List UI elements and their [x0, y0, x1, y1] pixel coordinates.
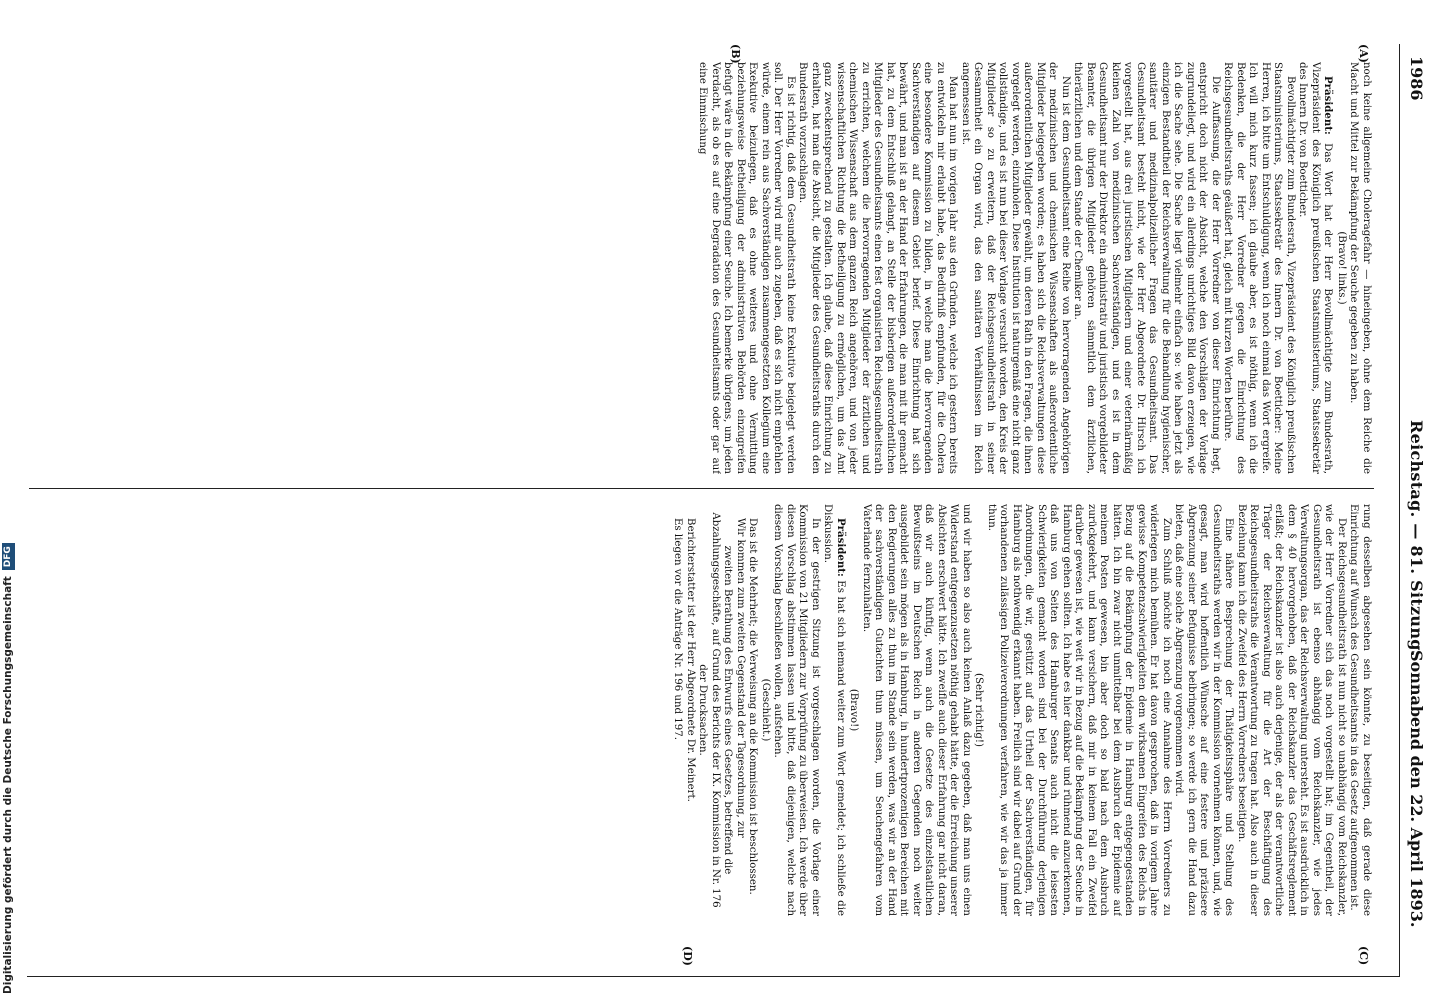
margin-marker-c: (C) [1357, 946, 1370, 966]
right-column [32, 504, 1372, 916]
paragraph: Es liegen vor die Anträge Nr. 196 und 197. [672, 518, 684, 740]
dfg-logo: DFG [2, 543, 15, 570]
margin-marker-d: (D) [681, 946, 694, 966]
paragraph [1296, 62, 1335, 474]
paragraph: Die Auffassung, die der Herr Vorredner von dieser Einrichtung hegt, entspricht doch nicht der Absicht, welche den Vorschlägen der Vorlage zugrundeliegt, und wird ein allerdings unrichtiges Bild davon erzeugen, wie ich die Sache sehe. Die Sache liegt vielmehr einfach so: wie haben jetzt als einzigen Bestandtheil der Reichsverwaltung für die Behandlung hygienischer, sanitärer und medizinalpolizeilicher Fragen das Gesundheitsamt. Das Gesundheitsamt besteht nicht, wie der Herr Abgeordnete Dr. Hirsch ich vorgestellt hat, aus drei juristischen Mitgliedern und einer veterinärmäßig kleinen Zahl von medizinischen Sachverständigen, und es ist in dem Gesundheitsamt nur der Direktor ein administrativ und juristisch vorgebildeter Beamter, die übrigen Mitglieder gehören sämmtlich dem ärztlichen, thierärztlichen und dem Stande der Chemiker an. [1072, 62, 1221, 474]
agenda-item: zweiten Berathung des Entwurfs eines Gesetzes, betreffend die Abzahlungsgeschäfte, auf Grund des Berichts der IX. Kommission in Nr. 176 der Drucksachen. [697, 512, 734, 908]
paragraph: Berichterstatter ist der Herr Abgeordnete Dr. Meinert. [685, 518, 696, 802]
paragraph: Bevollmächtigter zum Bundesrath, Vizepräsident des Königlich preußischen Staatsministeriums, Staatssekretär des Innern Dr. von Boetticher: Meine Herren, ich bitte um Entschuldigung, wenn ich noch einmal das Wort ergreife. Ich will mich kurz fassen; ich glaube aber, es ist nöthig, wenn ich die Bedenken, die der Herr Vorredner gegen die Einrichtung des Reichsgesundheitsraths geäußert hat, gleich mit kurzen Worten berühre. [1222, 62, 1296, 474]
speech-text: Es hat sich niemand weiter zum Wort gemeldet; ich schließe die Diskussion. [822, 504, 846, 916]
speaker-name: Präsident: [1322, 76, 1335, 135]
paragraph: Nun ist dem Gesundheitsamt eine Reihe von hervorragenden Angehörigen der medizinischen und chemischen Wissenschaften als außerordentliche Mitglieder beigegeben worden; es haben sich die Reichsverwaltungen diese außerordentlichen Mitglieder gewählt, um deren Rath in den Fragen, die ihnen vorgelegt werden, einzuholen. Diese Institution ist naturgemäß eine nicht ganz vollständige, und es ist nun bei dieser Vorlage versucht worden, den Kreis der Mitglieder so zu erweitern, daß der Reichsgesundheitsrath in seiner Gesammtheit ein Organ wird, das den sanitären Verhältnissen im Reich angemessen ist. [960, 62, 1071, 474]
applause-note: (Geschieht.) [760, 678, 771, 742]
paragraph: Es ist richtig, daß dem Gesundheitsrath keine Exekutive beigelegt werden soll. Der Herr Vorredner wird mir auch zugeben, daß es sich nicht empfehlen würde, einem rein aus Sachverständigen zusammengesetzten Kollegium eine Exekutive beizulegen, daß es ohne weiteres und ohne Vermittlung beziehungsweise Betheiligung der administrativen Behörden einzugreifen befugt wäre in die Bekämpfung einer Seuche. Ich bemerke übrigens, um jeden Verdacht, als ob es auf eine Degradation des Gesundheitsamts oder gar auf eine Einmischung [697, 62, 796, 474]
paragraph: Das ist die Mehrheit; die Verweisung an die Kommission ist beschlossen. [747, 518, 759, 895]
left-column [32, 62, 1372, 474]
paragraph: rung desselben abgesehen sein könnte, zu beseitigen, daß gerade diese Einrichtung auf Wunsch des Gesundheitsamts in das Gesetz aufgenommen ist. [1348, 504, 1372, 916]
margin-marker-a: (A) [1357, 44, 1370, 63]
applause-note: (Bravo!) [848, 688, 860, 732]
paragraph: und wir haben so also auch keinen Anlaß dazu gegeben, daß man uns einen Widerstand entgegenzusetzen nöthig gehabt hätte, der die Erreichung unserer Absichten erschwert hätte. Ich zweifle auch dieser Erfahrung gar nicht daran, daß wir auch künftig, wenn auch die Gesetze des einzelstaatlichen Bewußtseins im Deutschen Reich in anderen Gegenden noch weiter ausgebildet sein mögen als in Hamburg, in hundertprozentigen Bereichen mit den Regierungen alles zu thun im Stande sein werden, was wir an der Hand der sachverständigen Gutachten thun müssen, um Seuchengefahren vom Vaterlande fernzuhalten. [861, 504, 972, 916]
digitization-note-text: Digitalisierung gefördert durch die Deutsche Forschungsgemeinschaft [2, 576, 14, 994]
paragraph [821, 504, 847, 916]
paragraph: Wir kommen zum zweiten Gegenstand der Tagesordnung, zur [735, 518, 746, 838]
digitization-note [0, 0, 16, 1000]
paragraph: noch keine allgemeine Choleragefahr — hineingeben, ohne dem Reiche die Macht und Mittel zur Bekämpfung der Seuche gegeben zu haben. [1348, 62, 1372, 474]
paragraph: Man hat nun im vorigen Jahr aus den Gründen, welche ich gestern bereits zu entwickeln mir erlaubt habe, das Bedürfniß empfunden, für die Cholera eine besondere Kommission zu bilden, in welche man die hervorragenden Sachverständigen auf diesem Gebiet berief. Diese Einrichtung hat sich bewährt, und man ist an der Hand der Erfahrungen, die man mit ihr gemacht hat, zu dem Entschluß gelangt, an Stelle der bisherigen außerordentlichen Mitglieder des Gesundheitsamts einen fest organisirten Reichsgesundheitsrath zu errichten, welchem die hervorragenden Mitglieder der ärztlichen und chemischen Wissenschaft aus dem ganzen Reich angehören, und von jeder wissenschaftlichen Richtung die Betheiligung zu ermöglichen, um das Amt ganz zweckentsprechend zu gestalten. Ich glaube, daß diese Einrichtung zu erhalten, hat man die Absicht, die Mitglieder des Gesundheitsraths durch den Bundesrath vorzuschlagen. [797, 62, 959, 474]
speech-text: Das Wort hat der Herr Bevollmächtigte zum Bundesrath, Vizepräsident des Königlich preußischen Staatsministeriums, Staatssekretär des Innern Dr. von Boetticher. [1297, 62, 1334, 474]
paragraph: Der Reichsgesundheitsrath ist nun nicht so unabhängig vom Reichskanzler, wie der Herr Vorredner sich das noch vorgestellt hat; im Gegentheil, der Gesundheitsrath ist ebenso abhängig vom Reichskanzler, wie jedes Verwaltungsorgan, das der Reichsverwaltung untersteht. Es ist ausdrücklich in dem § 40 hervorgehoben, daß der Reichskanzler das Geschäftsreglement erläßt; der Reichskanzler ist also auch derjenige, der als der verantwortliche Träger der Reichsverwaltung für die Art der Beschäftigung des Reichsgesundheitsraths die Verantwortung zu tragen hat. Also auch in dieser Beziehung kann ich die Zweifel des Herrn Vorredners beseitigen. [1236, 504, 1347, 916]
paragraph: Zum Schluß möchte ich noch eine Annahme des Herrn Vorredners zu widerlegen mich bemühen. Er hat davon gesprochen, daß in vorigem Jahre gewisse Kompetenzschwierigkeiten dem wirksamen Eingreifen des Reichs in Bezug auf die Bekämpfung der Epidemie in Hamburg entgegengestanden hätten. Ich bin zwar nicht unmittelbar bei dem Ausbruch der Epidemie auf meinem Posten gewesen, bin aber doch so bald nach dem Ausbruch zurückgekehrt, und kann versichern, daß mir in keinem Fall ein Zweifel darüber gewesen ist, wie weit wir in Bezug auf die Bekämpfung der Seuche in Hamburg gehen sollten. Ich habe es hier dankbar und rühmend anzuerkennen, daß uns von Seiten des Hamburger Senats auch nicht die leisesten Schwierigkeiten gemacht worden sind bei der Durchführung derjenigen Anordnungen, die wir, gestützt auf das Urtheil der Sachverständigen, für Hamburg als nothwendig erkannt haben. Freilich sind wir dabei auf Grund der vorhandenen zulässigen Polizeiverordnungen verfahren, wie wir das ja immer thun. [986, 504, 1172, 916]
column-divider [29, 488, 1374, 489]
speaker-name: Präsident: [835, 518, 847, 577]
paragraph: In der gestrigen Sitzung ist vorgeschlagen worden, die Vorlage einer Kommission von 21 Mitgliedern zur Vorprüfung zu überweisen. Ich werde über diesen Vorschlag abstimmen lassen und bitte, daß diejenigen, welche nach diesem Vorschlag beschließen wollen, aufstehen. [772, 504, 821, 916]
page-number: 1986 [1407, 56, 1426, 101]
page-header-title: Reichstag. — 81. Sitzung. [1407, 420, 1426, 657]
applause-note: (Sehr richtig!) [973, 673, 985, 747]
applause-note: (Bravo! links.) [1336, 231, 1347, 305]
page-header-date: Sonnabend den 22. April 1893. [1407, 650, 1426, 928]
paragraph: Eine nähere Besprechung der Thätigkeitssphäre und Stellung des Gesundheitsraths werden wir in der Kommission vornehmen können, und, wie gesagt, man wird hoffentlich Wünsche auf eine festere und präzisere Abgrenzung seiner Befugnisse beibringen; so werde ich gern die Hand dazu bieten, daß eine solche Abgrenzung vorgenommen wird. [1173, 504, 1235, 916]
margin-marker-b: (B) [729, 44, 742, 64]
